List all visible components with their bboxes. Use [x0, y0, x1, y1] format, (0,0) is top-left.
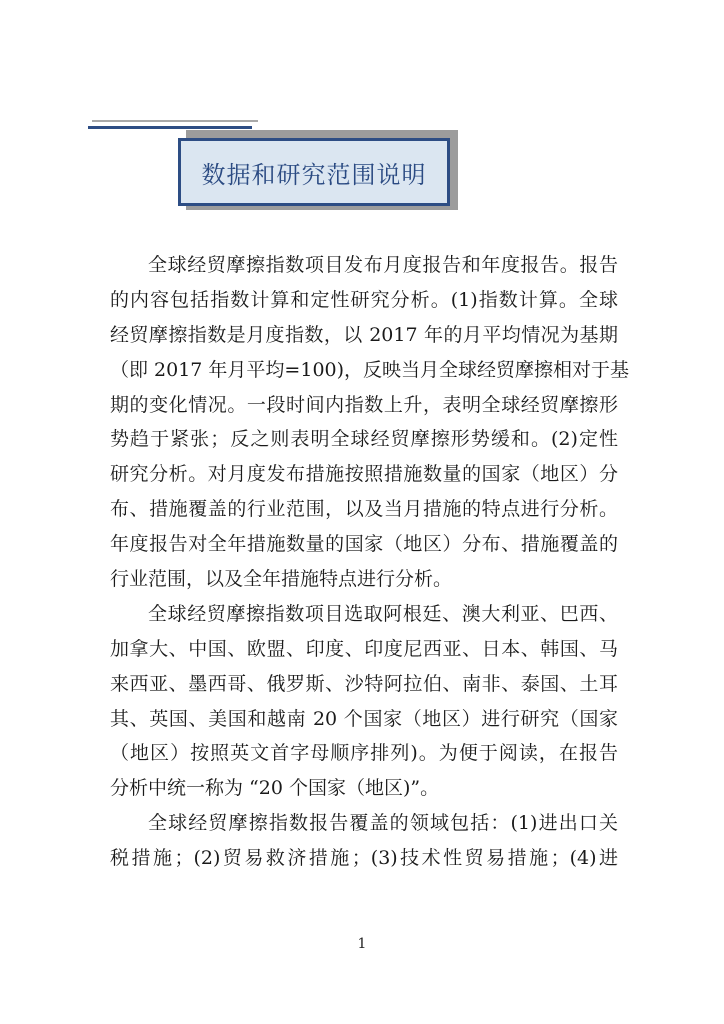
paragraph-coverage	[110, 806, 618, 876]
text-line: 年度报告对全年措施数量的国家（地区）分布、措施覆盖的	[110, 533, 618, 556]
text-line: 期的变化情况。一段时间内指数上升，表明全球经贸摩擦形	[110, 393, 618, 416]
header-rule-gray	[92, 120, 258, 122]
text-line: 全球经贸摩擦指数项目选取阿根廷、澳大利亚、巴西、	[148, 602, 618, 625]
section-title: 数据和研究范围说明	[201, 160, 427, 189]
text-line: 来西亚、墨西哥、俄罗斯、沙特阿拉伯、南非、泰国、土耳	[110, 672, 618, 695]
text-line: 加拿大、中国、欧盟、印度、印度尼西亚、日本、韩国、马	[110, 637, 618, 660]
text-line: 研究分析。对月度发布措施按照措施数量的国家（地区）分	[110, 463, 618, 486]
paragraph-countries	[110, 597, 618, 806]
text-line: 经贸摩擦指数是月度指数，以 2017 年的月平均情况为基期	[110, 323, 618, 346]
section-title-box	[178, 138, 450, 206]
text-line: 行业范围，以及全年措施特点进行分析。	[110, 568, 453, 591]
body-text	[110, 248, 630, 876]
text-line: 分析中统一称为 “20 个国家（地区)”。	[110, 777, 440, 800]
text-line: 布、措施覆盖的行业范围，以及当月措施的特点进行分析。	[110, 498, 618, 521]
text-line: 全球经贸摩擦指数报告覆盖的领域包括：(1)进出口关	[148, 812, 618, 835]
text-line: 全球经贸摩擦指数项目发布月度报告和年度报告。报告	[148, 254, 618, 276]
header-rule-blue	[88, 126, 252, 129]
text-line: 其、英国、美国和越南 20 个国家（地区）进行研究（国家	[110, 707, 618, 730]
text-line: 税措施；(2)贸易救济措施；(3)技术性贸易措施；(4)进	[110, 847, 618, 870]
text-line: （即 2017 年月平均=100)，反映当月全球经贸摩擦相对于基	[110, 358, 630, 381]
text-line: （地区）按照英文首字母顺序排列)。为便于阅读，在报告	[110, 742, 618, 765]
text-line: 势趋于紧张；反之则表明全球经贸摩擦形势缓和。(2)定性	[110, 428, 618, 451]
text-line: 的内容包括指数计算和定性研究分析。(1)指数计算。全球	[110, 288, 618, 311]
page-number: 1	[357, 936, 367, 952]
paragraph-report-scope	[110, 248, 630, 597]
